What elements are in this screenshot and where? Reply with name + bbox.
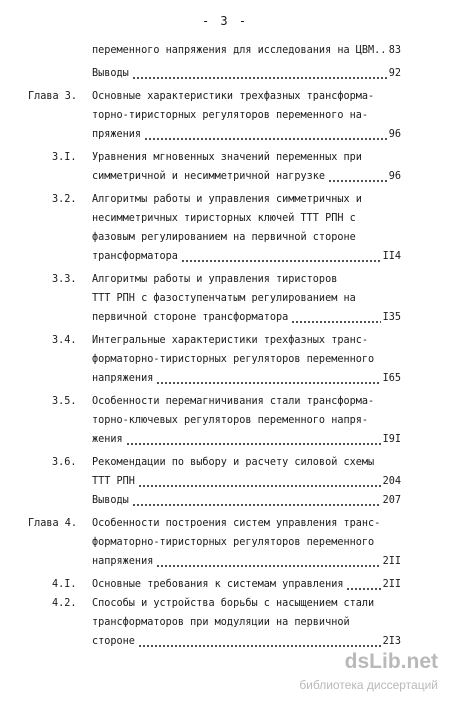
toc-entry-text: переменного напряжения для исследования на ЦВМ.. — [92, 45, 387, 56]
toc-entry-text: ТТТ РПН — [92, 476, 135, 487]
toc-entry-text: жения — [92, 434, 123, 445]
toc-leader-dots — [132, 67, 387, 81]
toc-entry-text: стороне — [92, 636, 135, 647]
toc-section-number: 3.I. — [52, 152, 77, 163]
toc-line — [0, 250, 450, 264]
toc-line — [0, 292, 450, 306]
toc-entry-text: форматорно-тиристорных регуляторов переменного — [92, 354, 375, 365]
toc-page-number: 2I3 — [382, 636, 401, 647]
watermark — [253, 650, 438, 696]
toc-section-number: 4.2. — [52, 598, 77, 609]
toc-section-number: 3.5. — [52, 396, 77, 407]
toc-leader-dots — [156, 555, 381, 569]
toc-page-number: II4 — [382, 251, 401, 262]
toc-line — [0, 517, 450, 531]
toc-entry-text: торно-тиристорных регуляторов переменного на- — [92, 110, 369, 121]
toc-leader-dots — [138, 635, 381, 649]
toc-section-number: 3.3. — [52, 274, 77, 285]
toc-line — [0, 353, 450, 367]
toc-page-number: 96 — [388, 171, 401, 182]
toc-leader-dots — [126, 433, 381, 447]
toc-line — [0, 597, 450, 611]
toc-entry-text: Выводы — [92, 495, 129, 506]
toc-leader-dots — [291, 311, 381, 325]
toc-entry-text: первичной стороне трансформатора — [92, 312, 289, 323]
toc-page-number: 2II — [382, 556, 401, 567]
toc-entry-text: Способы и устройства борьбы с насыщением стали — [92, 598, 375, 609]
toc-entry-text: симметричной и несимметричной нагрузке — [92, 171, 326, 182]
toc-line — [0, 456, 450, 470]
toc-entry-text: Алгоритмы работы и управления симметричных и — [92, 194, 362, 205]
toc-line — [0, 536, 450, 550]
toc-section-number: 3.2. — [52, 194, 77, 205]
toc-page-number: 204 — [382, 476, 401, 487]
toc-entry-text: трансформаторов при модуляции на первичной — [92, 617, 350, 628]
toc-section-number: Глава 4. — [28, 518, 78, 529]
toc-page-number: 207 — [382, 495, 401, 506]
watermark-logo: dsLib.net — [344, 650, 438, 673]
toc-line — [0, 475, 450, 489]
toc-line — [0, 151, 450, 165]
watermark-subtitle: библиотека диссертаций — [299, 678, 438, 692]
toc-line — [0, 414, 450, 428]
toc-page-number: 92 — [388, 68, 401, 79]
toc-line — [0, 433, 450, 447]
toc-entry-text: торно-ключевых регуляторов переменного напря- — [92, 415, 369, 426]
toc-entry-text: напряжения — [92, 556, 154, 567]
toc-entry-text: ТТТ РПН с фазоступенчатым регулированием на — [92, 293, 356, 304]
toc-line — [0, 170, 450, 184]
toc-section-number: 3.4. — [52, 335, 77, 346]
toc-entry-text: Особенности построения систем управления транс- — [92, 518, 381, 529]
toc-entry-text: Основные характеристики трехфазных трансформа- — [92, 91, 375, 102]
toc-leader-dots — [132, 494, 381, 508]
toc-leader-dots — [346, 578, 381, 592]
toc-entry-text: Уравнения мгновенных значений переменных при — [92, 152, 362, 163]
toc-entry-text: Рекомендации по выбору и расчету силовой схемы — [92, 457, 375, 468]
toc-entry-text: пряжения — [92, 129, 142, 140]
toc-line — [0, 334, 450, 348]
toc-leader-dots — [144, 128, 387, 142]
toc-line — [0, 273, 450, 287]
toc-line — [0, 635, 450, 649]
toc-line — [0, 311, 450, 325]
toc-entry-text: несимметричных тиристорных ключей ТТТ РПН с — [92, 213, 356, 224]
toc-line — [0, 395, 450, 409]
toc-entry-text: Основные требования к системам управления — [92, 579, 344, 590]
toc-page-number: I9I — [382, 434, 401, 445]
toc-leader-dots — [181, 250, 381, 264]
toc-line — [0, 109, 450, 123]
toc-section-number: 4.I. — [52, 579, 77, 590]
toc-entry-text: Интегральные характеристики трехфазных транс- — [92, 335, 369, 346]
toc-line — [0, 67, 450, 81]
toc-entry-text: Алгоритмы работы и управления тиристоров — [92, 274, 338, 285]
toc-page-number: 83 — [388, 45, 401, 56]
toc-line — [0, 44, 450, 58]
toc-line — [0, 90, 450, 104]
toc-leader-dots — [138, 475, 381, 489]
toc-page-number: 96 — [388, 129, 401, 140]
toc-page-number: I35 — [382, 312, 401, 323]
toc-section-number: 3.6. — [52, 457, 77, 468]
toc-line — [0, 212, 450, 226]
toc-line — [0, 494, 450, 508]
toc-entry-text: трансформатора — [92, 251, 178, 262]
toc-line — [0, 231, 450, 245]
toc-line — [0, 128, 450, 142]
toc-page-number: 2II — [382, 579, 401, 590]
toc-line — [0, 555, 450, 569]
toc-line — [0, 372, 450, 386]
toc-entry-text: форматорно-тиристорных регуляторов переменного — [92, 537, 375, 548]
toc-entry-text: Выводы — [92, 68, 129, 79]
toc-leader-dots — [156, 372, 381, 386]
toc-line — [0, 578, 450, 592]
toc-entry-text: фазовым регулированием на первичной стороне — [92, 232, 356, 243]
toc-entry-text: Особенности перемагничивания стали трансформа- — [92, 396, 375, 407]
toc-page-number: I65 — [382, 373, 401, 384]
page-number: - 3 - — [201, 14, 249, 28]
toc-leader-dots — [328, 170, 387, 184]
toc-line — [0, 616, 450, 630]
toc-section-number: Глава 3. — [28, 91, 78, 102]
toc-line — [0, 193, 450, 207]
toc-entry-text: напряжения — [92, 373, 154, 384]
